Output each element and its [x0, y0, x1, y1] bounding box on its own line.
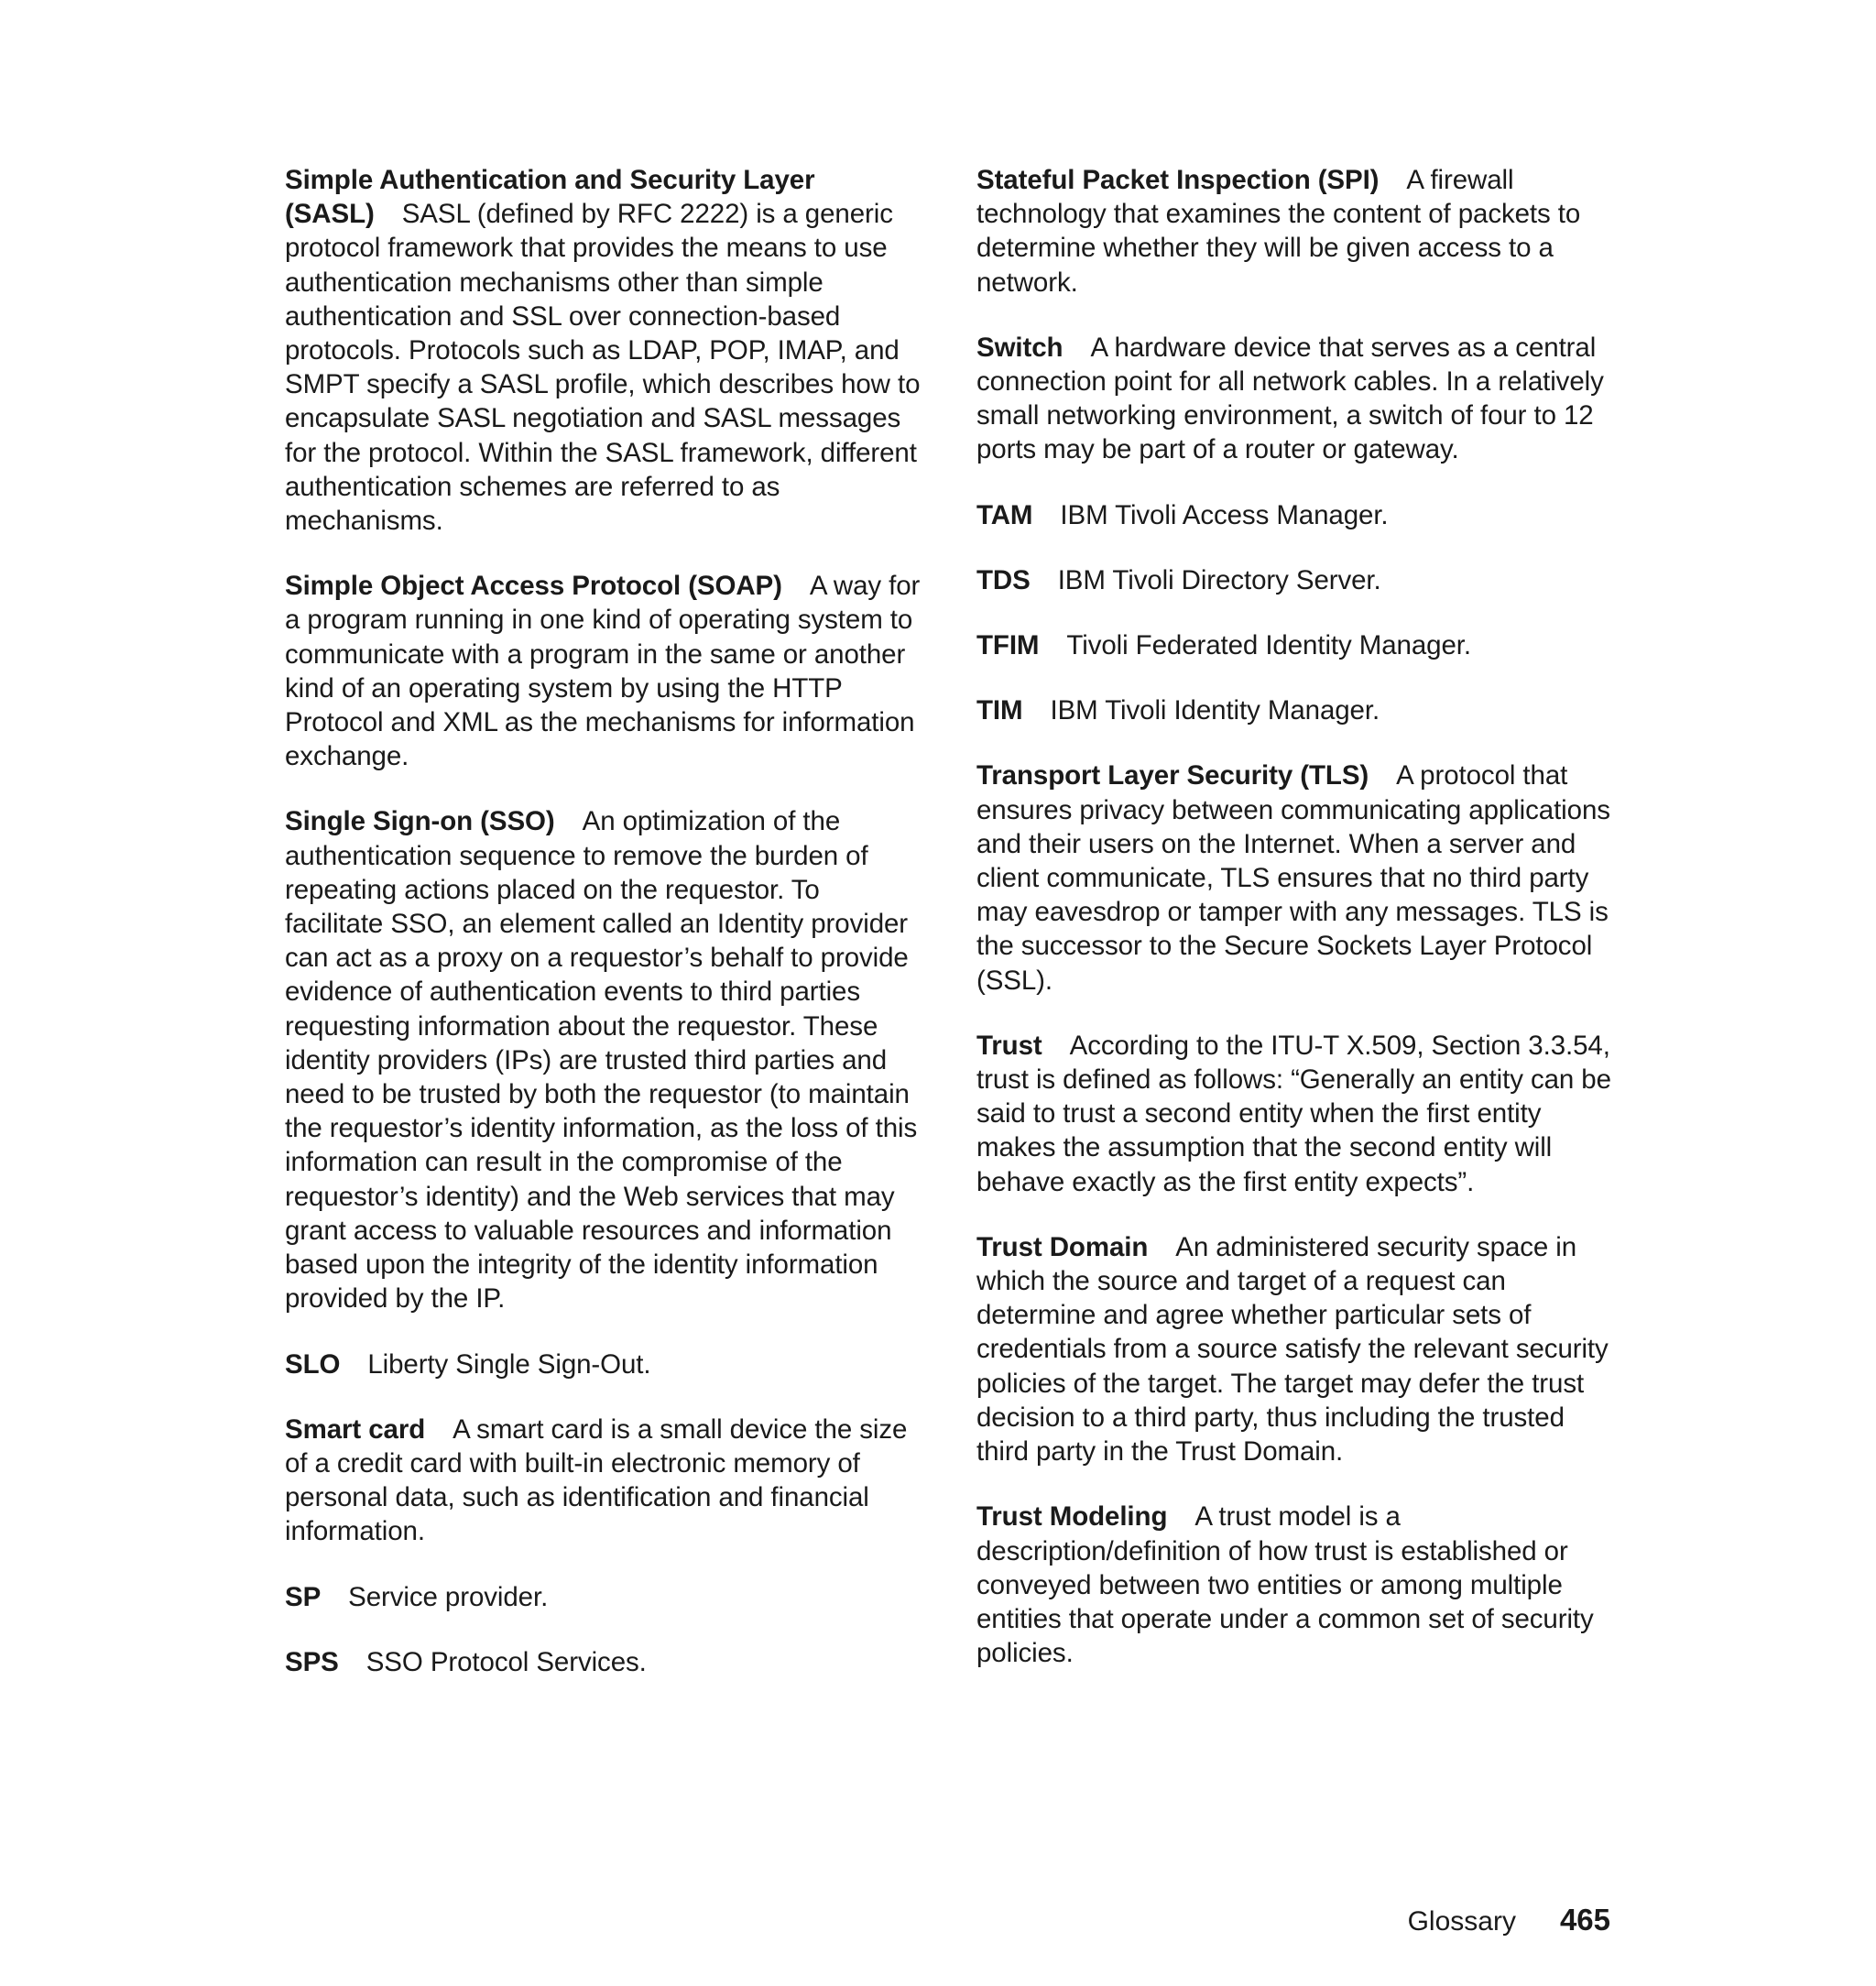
page-number: 465 — [1559, 1903, 1610, 1937]
glossary-definition: IBM Tivoli Directory Server. — [1057, 564, 1381, 595]
glossary-definition: IBM Tivoli Identity Manager. — [1050, 695, 1380, 726]
glossary-definition: Tivoli Federated Identity Manager. — [1066, 630, 1471, 661]
glossary-entry — [285, 1645, 922, 1679]
glossary-term: SLO — [285, 1348, 341, 1380]
glossary-entry — [976, 1029, 1613, 1199]
glossary-entry — [285, 1348, 922, 1381]
page-footer — [1408, 1902, 1610, 1940]
glossary-term: Smart card — [285, 1413, 426, 1445]
glossary-term: Simple Authentication and Security Layer (SASL) — [285, 165, 815, 230]
glossary-term: TFIM — [976, 630, 1040, 661]
glossary-definition: Service provider. — [348, 1581, 549, 1612]
glossary-entry — [976, 758, 1613, 997]
glossary-definition: IBM Tivoli Access Manager. — [1060, 499, 1389, 530]
glossary-column-right — [976, 163, 1613, 1701]
glossary-entry — [285, 1580, 922, 1614]
glossary-entry — [285, 569, 922, 773]
glossary-entry — [976, 628, 1613, 662]
glossary-term: Simple Object Access Protocol (SOAP) — [285, 571, 782, 602]
glossary-definition: A firewall technology that examines the content of packets to determine whether they will be given access to a network. — [976, 165, 1581, 298]
glossary-term: Trust Modeling — [976, 1501, 1168, 1533]
glossary-term: Transport Layer Security (TLS) — [976, 760, 1369, 791]
glossary-term: Switch — [976, 332, 1063, 363]
glossary-entry — [976, 331, 1613, 467]
glossary-term: Trust Domain — [976, 1231, 1149, 1262]
glossary-entry — [285, 163, 922, 538]
glossary-definition: A way for a program running in one kind of operating system to communicate with a program in the same or another kind of an operating system by using the HTTP Protocol and XML as the mechanisms for information exchange. — [285, 571, 921, 772]
glossary-definition: An optimization of the authentication sequence to remove the burden of repeating actions placed on the requestor. To facilitate SSO, an element called an Identity provider can act as a proxy on a requestor’s behalf to provide evidence of authentication events to third parties requesting information about the requestor. These identity providers (IPs) are trusted third parties and need to be trusted by both the requestor (to maintain the requestor’s identity information, as the loss of this information can result in the compromise of the requestor’s identity) and the Web services that may grant access to valuable resources and information based upon the integrity of the identity information provided by the IP. — [285, 806, 918, 1315]
glossary-term: SPS — [285, 1646, 339, 1677]
glossary-entry — [285, 804, 922, 1315]
footer-section-label: Glossary — [1407, 1906, 1516, 1937]
glossary-definition: An administered security space in which the source and target of a request can determine and agree whether particular sets of credentials from a source satisfy the relevant security policies of the target. The target may defer the trust decision to a third party, thus including the trusted third party in the Trust Domain. — [976, 1231, 1609, 1468]
glossary-entry — [976, 1230, 1613, 1468]
glossary-entry — [976, 1500, 1613, 1670]
glossary-definition: A trust model is a description/definition of how trust is established or conveyed between two entities or among multiple entities that operate under a common set of security policies. — [976, 1501, 1594, 1669]
glossary-definition: SSO Protocol Services. — [365, 1646, 647, 1677]
glossary-term: TAM — [976, 499, 1033, 530]
glossary-term: Stateful Packet Inspection (SPI) — [976, 165, 1380, 195]
glossary-definition: Liberty Single Sign-Out. — [367, 1348, 651, 1380]
glossary-column-left — [285, 163, 922, 1710]
glossary-entry — [976, 163, 1613, 300]
glossary-term: TDS — [976, 564, 1031, 595]
glossary-term: SP — [285, 1581, 322, 1612]
glossary-definition: According to the ITU-T X.509, Section 3.3.54, trust is defined as follows: “Generally an entity can be said to trust a second entity when the first entity makes the assumption that the second entity will behave exactly as the first entity expects”. — [976, 1030, 1611, 1197]
glossary-definition: A protocol that ensures privacy between communicating applications and their users on the Internet. When a server and client communicate, TLS ensures that no third party may eavesdrop or tamper with any messages. TLS is the successor to the Secure Sockets Layer Protocol (SSL). — [976, 760, 1610, 996]
glossary-entry — [976, 563, 1613, 597]
glossary-term: TIM — [976, 695, 1023, 726]
glossary-entry — [285, 1413, 922, 1549]
glossary-definition: A hardware device that serves as a central connection point for all network cables. In a relatively small networking environment, a switch of four to 12 ports may be part of a router or gateway. — [976, 332, 1604, 465]
glossary-definition: A smart card is a small device the size of a credit card with built-in electronic memory of personal data, such as identification and financial information. — [285, 1413, 908, 1547]
glossary-term: Trust — [976, 1030, 1042, 1061]
glossary-entry — [976, 498, 1613, 532]
glossary-definition: SASL (defined by RFC 2222) is a generic protocol framework that provides the means to use authentication mechanisms other than simple authentication and SSL over connection-based protocols. Protocols such as LDAP, POP, IMAP, and SMPT specify a SASL profile, which describes how to encapsulate SASL negotiation and SASL messages for the protocol. Within the SASL framework, different authentication schemes are referred to as mechanisms. — [285, 199, 921, 537]
glossary-entry — [976, 693, 1613, 727]
glossary-term: Single Sign-on (SSO) — [285, 806, 555, 837]
